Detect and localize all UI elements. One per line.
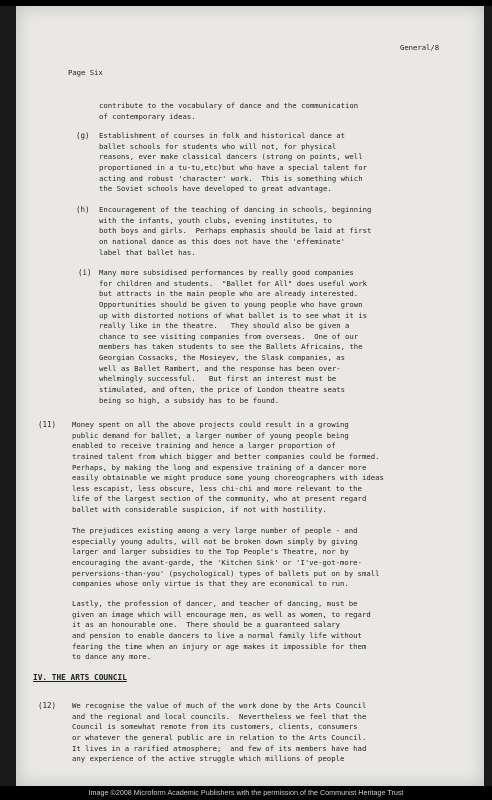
text-line: Lastly, the profession of dancer, and teacher of dancing, must be (72, 599, 358, 608)
text-line: and the regional and local councils. Nevertheless we feel that the (72, 711, 367, 721)
text-line: stimulated, and often, the price of London theatre seats (99, 385, 346, 395)
text-line: fearing the time when an injury or age makes it impossible for them (72, 641, 367, 651)
text-line: up with distorted notions of what ballet is to see what it is (99, 310, 367, 320)
item-h-text (99, 205, 371, 258)
paragraph-number-11: (11) (38, 420, 57, 429)
text-line: enabled to receive training and hence a larger proportion of (72, 441, 336, 451)
text-line: being so high, a subsidy has to be found. (99, 395, 280, 405)
text-line: given an image which will encourage men, as well as women, to regard (72, 609, 371, 619)
text-line: with the infants, youth clubs, evening institutes, to (99, 215, 332, 225)
text-line: for children and students. "Ballet for All" does useful work (99, 278, 367, 288)
text-line: on national dance as this does not have the 'effeminate' (99, 236, 346, 246)
paragraph-12-text (72, 701, 366, 765)
text-line: whelmingly successful. But first an interest must be (99, 374, 337, 384)
text-line: any experience of the active struggle which millions of people (72, 754, 345, 764)
text-line: encouraging the avant-garde, the 'Kitchen Sink' or 'I've-got-more- (72, 557, 362, 567)
text-line: public demand for ballet, a larger number of young people being (72, 430, 349, 440)
text-line: less escapist, less obscure, less chi-chi and more relevant to the (72, 483, 362, 493)
text-line: Georgian Cossacks, the Mosieyev, the Slask companies, as (99, 353, 346, 363)
item-label-h: (h) (76, 205, 90, 214)
text-line: and pension to enable dancers to live a normal family life without (72, 630, 362, 640)
text-line: contribute to the vocabulary of dance and the communication (99, 101, 359, 110)
text-line: life of the largest section of the community, who at present regard (72, 494, 367, 504)
text-line: Many more subsidised performances by really good companies (99, 268, 354, 277)
text-line: members has taken students to see the Ballets Africains, the (99, 342, 363, 352)
document-page (16, 6, 484, 786)
paragraph-11-prejudices (72, 526, 380, 590)
text-line: the Soviet schools have developed to great advantage. (99, 184, 332, 194)
text-line: Opportunities should be given to young people who have grown (99, 299, 363, 309)
item-i-text (99, 268, 367, 406)
text-line: companies whose only virtue is that they are economical to run. (72, 579, 349, 589)
text-line: Encouragement of the teaching of dancing in schools, beginning (99, 205, 372, 214)
document-reference: General/8 (400, 43, 440, 52)
text-line: to dance any more. (72, 652, 152, 662)
text-line: both boys and girls. Perhaps emphasis should be laid at first (99, 226, 372, 236)
text-line: especially young adults, will not be broken down simply by giving (72, 536, 358, 546)
text-line: ballet with considerable suspicion, if not with hostility. (72, 505, 327, 515)
text-line: but attracts in the main people who are already interested. (99, 289, 359, 299)
intro-text (99, 101, 358, 122)
text-line: We recognise the value of much of the work done by the Arts Council (72, 701, 367, 710)
text-line: reasons, ever make classical dancers (strong on points, well (99, 152, 363, 162)
paragraph-11-lastly (72, 599, 371, 663)
text-line: Perhaps, by making the long and expensive training of a dancer more (72, 462, 367, 472)
text-line: well as Ballet Rambert, and the response has been over- (99, 363, 341, 373)
text-line: or whatever the general public are in relation to the Arts Council. (72, 732, 367, 742)
text-line: proportioned in a tu-tu,etc)but who have a special talent for (99, 162, 367, 172)
copyright-footer: Image ©2008 Microform Academic Publishers with the permission of the Communist Heritage Trust (0, 786, 492, 800)
text-line: acting and robust 'character' work. This is something which (99, 173, 363, 183)
text-line: larger and larger subsidies to the Top People's Theatre, nor by (72, 547, 349, 557)
text-line: easily obtainable we might produce some young choreographers with ideas (72, 473, 384, 483)
text-line: trained talent from which bigger and better companies could be formed. (72, 451, 380, 461)
text-line: It lives in a rarified atmosphere; and few of its members have had (72, 743, 367, 753)
text-line: Money spent on all the above projects could result in a growing (72, 420, 349, 429)
item-label-i: (i) (78, 268, 92, 277)
item-label-g: (g) (76, 131, 90, 140)
text-line: ballet schools for students who will not, for physical (99, 141, 337, 151)
text-line: of contemporary ideas. (99, 111, 196, 121)
text-line: label that ballet has. (99, 247, 196, 257)
paragraph-11-text (72, 420, 384, 516)
text-line: it as an honourable one. There should be a guaranteed salary (72, 620, 340, 630)
text-line: Establishment of courses in folk and historical dance at (99, 131, 346, 140)
paragraph-number-12: (12) (38, 701, 57, 710)
text-line: perversions-than-you' (psychological) types of ballets put on by small (72, 568, 380, 578)
section-heading: IV. THE ARTS COUNCIL (33, 673, 127, 682)
text-line: Council is somewhat remote from its customers, clients, consumers (72, 722, 358, 732)
item-g-text (99, 131, 367, 195)
text-line: chance to see visiting companies from overseas. One of our (99, 331, 359, 341)
text-line: really like in the theatre. They should also be given a (99, 321, 350, 331)
page-number-label: Page Six (68, 68, 103, 77)
text-line: The prejudices existing among a very large number of people - and (72, 526, 358, 535)
